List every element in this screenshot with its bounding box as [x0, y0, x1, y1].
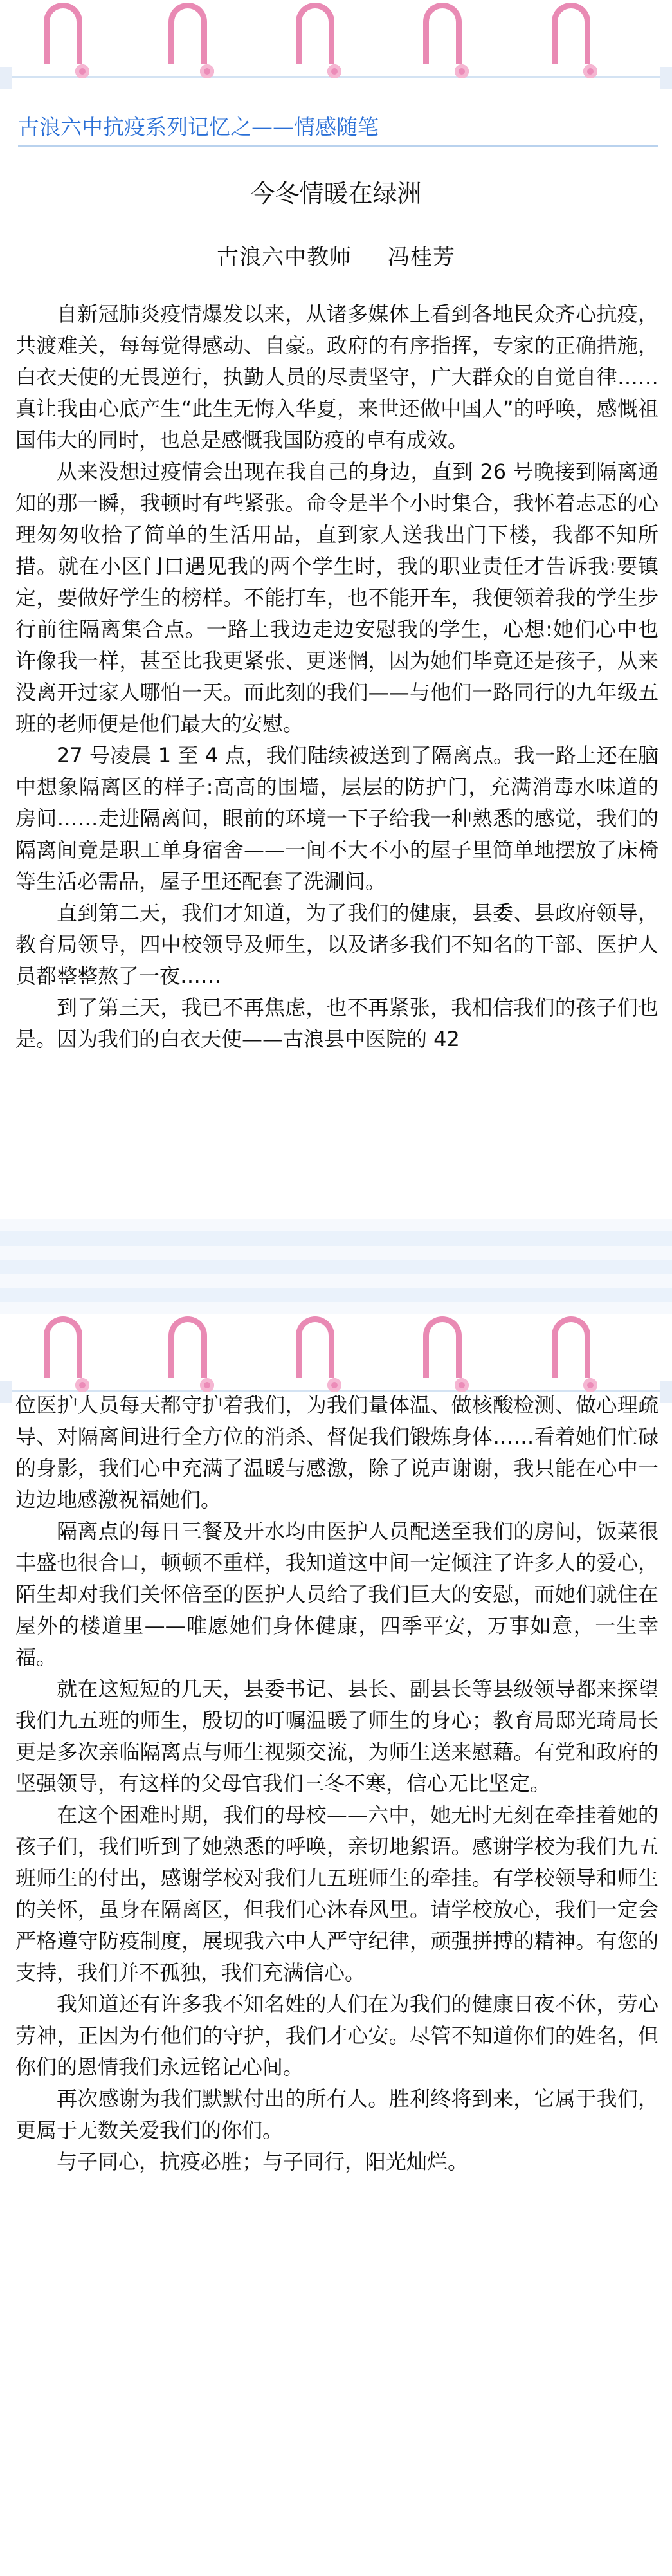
header-divider [18, 145, 658, 147]
paragraph: 27 号凌晨 1 至 4 点，我们陆续被送到了隔离点。我一路上还在脑中想象隔离区的样子:高高的围墙，层层的防护门，充满消毒水味道的房间……走进隔离间，眼前的环境一下子给我一种熟悉的感觉，我们的隔离间竟是职工单身宿舍——一间不大不小的屋子里简单地摆放了床椅等生活必需品，屋子里还配套了洗涮间。 [15, 743, 658, 894]
edge-tab-left [0, 67, 12, 89]
paragraph: 我知道还有许多我不知名姓的人们在为我们的健康日夜不休，劳心劳神，正因为有他们的守护，我们才心安。尽管不知道你们的姓名，但你们的恩情我们永远铭记心间。 [15, 1992, 658, 2079]
paragraph: 再次感谢为我们默默付出的所有人。胜利终将到来，它属于我们，更属于无数关爱我们的你们。 [15, 2086, 658, 2142]
paragraph: 从来没想过疫情会出现在我自己的身边，直到 26 号晚接到隔离通知的那一瞬，我顿时有些紧张。命令是半个小时集合，我怀着忐忑的心理匆匆收拾了简单的生活用品，直到家人送我出门下楼，我都不知所措。就在小区门口遇见我的两个学生时，我的职业责任才告诉我:要镇定，要做好学生的榜样。不能打车，也不能开车，我便领着我的学生步行前往隔离集合点。一路上我边走边安慰我的学生，心想:她们心中也许像我一样，甚至比我更紧张、更迷惘，因为她们毕竟还是孩子，从来没离开过家人哪怕一天。而此刻的我们——与他们一路同行的九年级五班的老师便是他们最大的安慰。 [15, 459, 658, 736]
binder-ring-icon [296, 1316, 334, 1378]
binder-ring-icon [552, 3, 590, 64]
binder-hole [75, 64, 89, 78]
paragraph: 在这个困难时期，我们的母校——六中，她无时无刻在牵挂着她的孩子们，我们听到了她熟悉的呼唤，亲切地絮语。感谢学校为我们九五班师生的付出，感谢学校对我们九五班师生的牵挂。有学校领导和师生的关怀，虽身在隔离区，但我们心沐春风里。请学校放心，我们一定会严格遵守防疫制度，展现我六中人严守纪律，顽强拼搏的精神。有您的支持，我们并不孤独，我们充满信心。 [15, 1803, 658, 1985]
byline-name: 冯桂芳 [388, 244, 455, 270]
byline [0, 239, 672, 271]
paragraph: 直到第二天，我们才知道，为了我们的健康，县委、县政府领导，教育局领导，四中校领导及师生，以及诸多我们不知名的干部、医护人员都整整熬了一夜…… [15, 901, 658, 988]
binder-ring-icon [423, 1316, 462, 1378]
binder-ring-icon [44, 1316, 82, 1378]
series-title: 古浪六中抗疫系列记忆之——情感随笔 [18, 115, 379, 140]
binder-rings [0, 0, 672, 97]
paragraph: 到了第三天，我已不再焦虑，也不再紧张，我相信我们的孩子们也是。因为我们的白衣天使——古浪县中医院的 42 [15, 995, 658, 1051]
article-title: 今冬情暖在绿洲 [250, 179, 422, 208]
paragraph: 与子同心，抗疫必胜；与子同行，阳光灿烂。 [57, 2149, 469, 2174]
paragraph: 位医护人员每天都守护着我们，为我们量体温、做核酸检测、做心理疏导、对隔离间进行全方位的消杀、督促我们锻炼身体……看着她们忙碌的身影，我们心中充满了温暖与感激，除了说声谢谢，我只能在心中一边边地感激祝福她们。 [15, 1393, 658, 1512]
binder-ring-icon [168, 3, 207, 64]
binder-hole [327, 64, 341, 78]
paragraph: 就在这短短的几天，县委书记、县长、副县长等县级领导都来探望我们九五班的师生，殷切的叮嘱温暖了师生的身心；教育局邸光琦局长更是多次亲临隔离点与师生视频交流，为师生送来慰藉。有党和政府的坚强领导，有这样的父母官我们三冬不寒，信心无比坚定。 [15, 1677, 658, 1796]
binder-hole [200, 64, 214, 78]
binder-hole [455, 64, 469, 78]
binder-hole [583, 64, 597, 78]
article-body-page-1 [15, 299, 658, 1199]
binder-ring-icon [296, 3, 334, 64]
byline-org: 古浪六中教师 [217, 244, 352, 270]
edge-tab-left [0, 1381, 12, 1403]
binder-ring-icon [552, 1316, 590, 1378]
binder-ring-icon [168, 1316, 207, 1378]
binder-ring-icon [423, 3, 462, 64]
binder-ring-icon [44, 3, 82, 64]
edge-tab-right [660, 1381, 672, 1403]
paragraph: 自新冠肺炎疫情爆发以来，从诸多媒体上看到各地民众齐心抗疫，共渡难关，每每觉得感动、自豪。政府的有序指挥，专家的正确措施，白衣天使的无畏逆行，执勤人员的尽责坚守，广大群众的自觉自律……真让我由心底产生“此生无悔入华夏，来世还做中国人”的呼唤，感慨祖国伟大的同时，也总是感慨我国防疫的卓有成效。 [15, 302, 658, 452]
paragraph: 隔离点的每日三餐及开水均由医护人员配送至我们的房间，饭菜很丰盛也很合口，顿顿不重样，我知道这中间一定倾注了许多人的爱心，陌生却对我们关怀倍至的医护人员给了我们巨大的安慰，而她们就住在屋外的楼道里——唯愿她们身体健康，四季平安，万事如意，一生幸福。 [15, 1519, 658, 1670]
article-body-page-2 [15, 1390, 658, 2178]
notebook-page-1 [0, 0, 672, 1219]
edge-tab-right [660, 67, 672, 89]
